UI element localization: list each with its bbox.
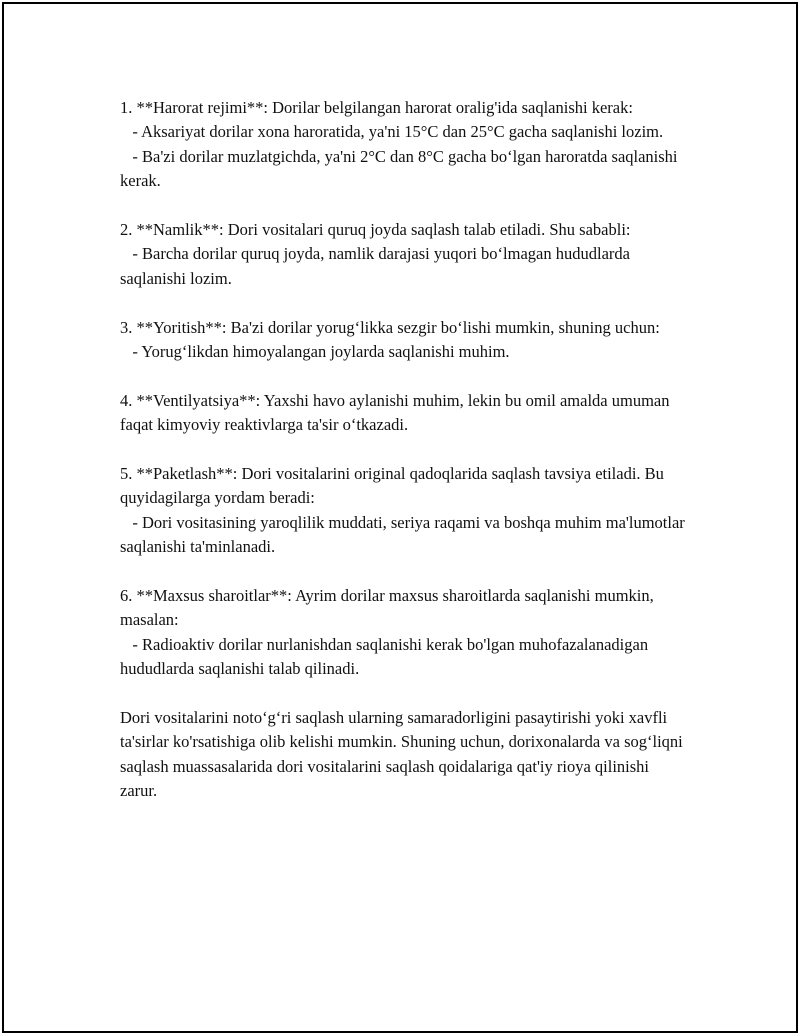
closing-paragraph: Dori vositalarini notoʻgʻri saqlash ularning samaradorligini pasaytirishi yoki xavfli ta'sirlar ko'rsatishiga olib kelishi mumkin. Shuning uchun, dorixonalarda va sogʻliqni saqlash muassasalarida dori vositalarini saqlash qoidalariga qat'iy rioya qilinishi zarur. bbox=[120, 708, 683, 801]
section-humidity bbox=[120, 218, 690, 291]
section-item: - Dori vositasining yaroqlilik muddati, seriya raqami va boshqa muhim ma'lumotlar saqlanishi ta'minlanadi. bbox=[120, 512, 689, 557]
section-lighting bbox=[120, 316, 690, 365]
section-heading: 5. **Paketlash**: Dori vositalarini original qadoqlarida saqlash tavsiya etiladi. Bu quyidagilarga yordam beradi: bbox=[120, 464, 664, 508]
section-item: - Barcha dorilar quruq joyda, namlik darajasi yuqori boʻlmagan hududlarda saqlanishi lozim. bbox=[120, 244, 635, 288]
page-frame bbox=[2, 2, 798, 1033]
section-ventilation bbox=[120, 389, 690, 438]
section-item: - Aksariyat dorilar xona haroratida, ya'ni 15°C dan 25°C gacha saqlanishi lozim. bbox=[120, 122, 664, 142]
section-special-conditions bbox=[120, 584, 690, 682]
section-item: - Ba'zi dorilar muzlatgichda, ya'ni 2°C dan 8°C gacha boʻlgan haroratda saqlanishi kerak. bbox=[120, 146, 682, 191]
section-heading: 6. **Maxsus sharoitlar**: Ayrim dorilar maxsus sharoitlarda saqlanishi mumkin, masalan: bbox=[120, 586, 654, 630]
section-heading: 1. **Harorat rejimi**: Dorilar belgilangan harorat oralig'ida saqlanishi kerak: bbox=[120, 98, 633, 117]
section-heading: 2. **Namlik**: Dori vositalari quruq joyda saqlash talab etiladi. Shu sababli: bbox=[120, 220, 631, 240]
section-item: - Radioaktiv dorilar nurlanishdan saqlanishi kerak bo'lgan muhofazalanadigan hududlarda saqlanishi talab qilinadi. bbox=[120, 634, 653, 679]
section-heading: 3. **Yoritish**: Ba'zi dorilar yorugʻlikka sezgir boʻlishi mumkin, shuning uchun: bbox=[120, 317, 660, 337]
section-packaging bbox=[120, 462, 690, 560]
section-item: - Yorugʻlikdan himoyalangan joylarda saqlanishi muhim. bbox=[120, 342, 510, 362]
section-heading: 4. **Ventilyatsiya**: Yaxshi havo aylanishi muhim, lekin bu omil amalda umuman faqat kimyoviy reaktivlarga ta'sir oʻtkazadi. bbox=[120, 390, 670, 435]
section-temperature bbox=[120, 96, 690, 194]
document-body bbox=[120, 96, 690, 804]
